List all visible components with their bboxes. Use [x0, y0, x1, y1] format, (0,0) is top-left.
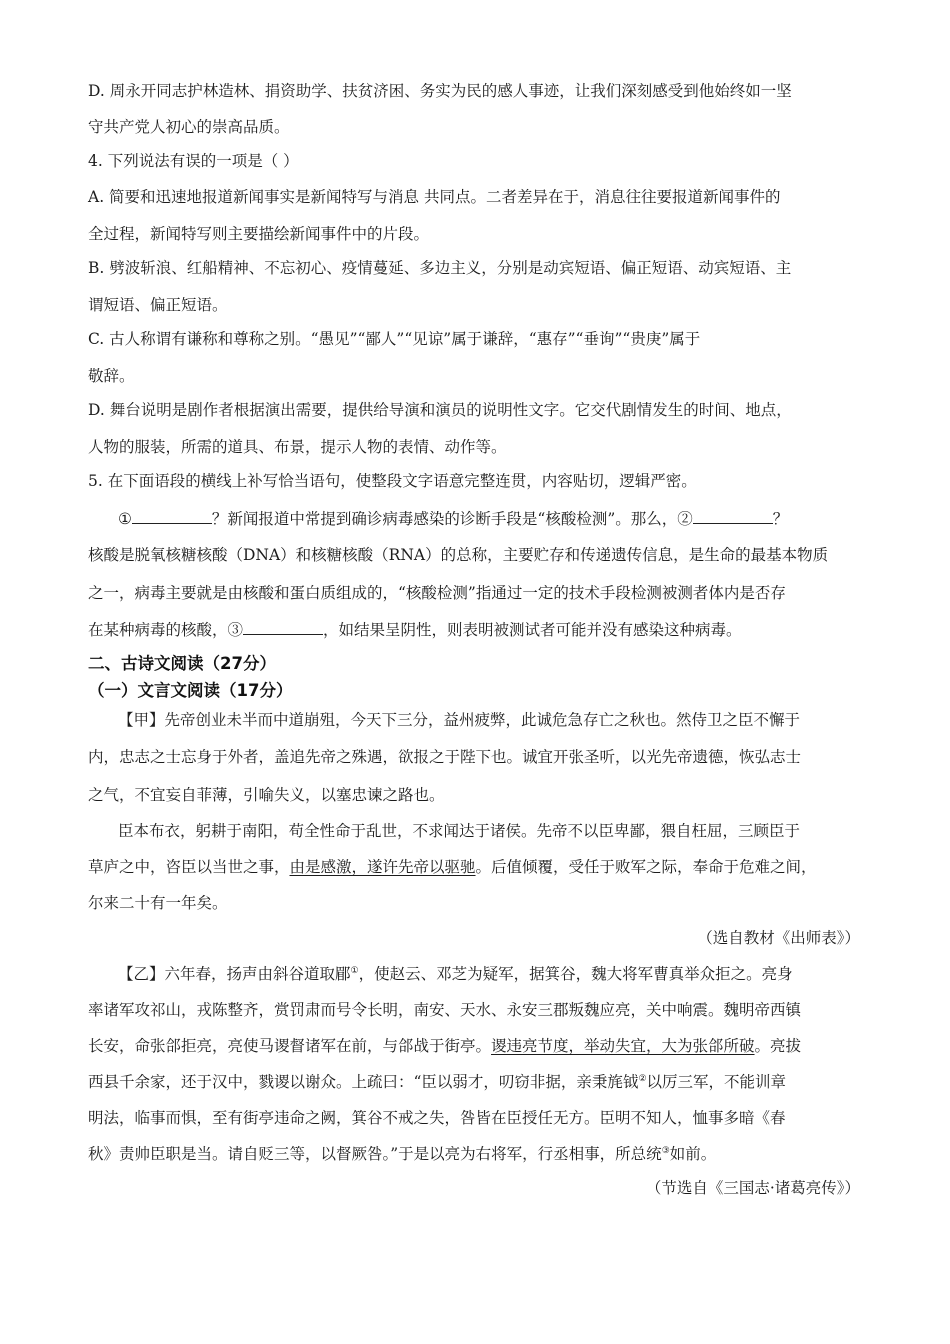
yi-line4-end: 以厉三军，不能训章 [646, 1073, 787, 1091]
q4-option-b-line1: B. 劈波斩浪、红船精神、不忘初心、疫情蔓延、多边主义，分别是动宾短语、偏正短语、动宾短语、主 [88, 259, 792, 277]
q4-option-b-line2: 谓短语、偏正短语。 [88, 296, 228, 314]
q5-passage-line1-end: ？ [772, 510, 789, 528]
yi-line1 [118, 964, 898, 984]
q5-passage-line1-mid: ？新闻报道中常提到确诊病毒感染的诊断手段是“核酸检测”。那么，② [211, 510, 693, 528]
section-2-1-title: （一）文言文阅读（17分） [88, 681, 293, 700]
q4-option-c-line2: 敬辞。 [88, 367, 135, 385]
jia-source: （选自教材《出师表》） [697, 929, 860, 947]
yi-line3-end: 。亮拔 [754, 1037, 802, 1055]
yi-line5: 明法，临事而惧，至有街亭违命之阙，箕谷不戒之失，咎皆在臣授任无方。臣明不知人，恤事多暗《春 [88, 1109, 786, 1127]
q4-option-d-line2: 人物的服装，所需的道具、布景，提示人物的表情、动作等。 [88, 438, 507, 456]
q3-option-d-line1: D. 周永开同志护林造林、捐资助学、扶贫济困、务实为民的感人事迹，让我们深刻感受到他始终如一坚 [88, 82, 792, 100]
yi-line1-start: 【乙】六年春，扬声由斜谷道取郿 [118, 965, 351, 983]
q4-stem: 4. 下列说法有误的一项是（ ） [88, 152, 299, 170]
yi-line6-end: 如前。 [669, 1145, 717, 1163]
q5-passage-line1 [118, 509, 898, 529]
q5-passage-line4-end: ，如结果呈阴性，则表明被测试者可能并没有感染这种病毒。 [323, 621, 742, 639]
footnote-marker-2: ② [638, 1073, 647, 1084]
footnote-marker-1: ① [350, 965, 359, 976]
jia-p1-line3: 之气，不宜妄自菲薄，引喻失义，以塞忠谏之路也。 [88, 786, 445, 804]
yi-line6 [88, 1144, 868, 1164]
yi-line3-start: 长安，命张郃拒亮，亮使马谡督诸军在前，与郃战于街亭。 [88, 1037, 492, 1055]
q5-passage-line3: 之一，病毒主要就是由核酸和蛋白质组成的，“核酸检测”指通过一定的技术手段检测被测者体内是否存 [88, 584, 786, 602]
jia-p1-line1: 【甲】先帝创业未半而中道崩殂，今天下三分，益州疲弊，此诚危急存亡之秋也。然侍卫之臣不懈于 [118, 711, 801, 729]
jia-p1-line2: 内，忠志之士忘身于外者，盖追先帝之殊遇，欲报之于陛下也。诚宜开张圣听，以光先帝遗德，恢弘志士 [88, 748, 802, 766]
yi-line2: 率诸军攻祁山，戎陈整齐，赏罚肃而号令长明，南安、天水、永安三郡叛魏应亮，关中响震。魏明帝西镇 [88, 1001, 802, 1019]
q4-option-d-line1: D. 舞台说明是剧作者根据演出需要，提供给导演和演员的说明性文字。它交代剧情发生的时间、地点， [88, 401, 792, 419]
answer-blank-3[interactable] [243, 620, 323, 635]
answer-blank-2[interactable] [693, 509, 773, 524]
footnote-marker-3: ③ [661, 1145, 670, 1156]
yi-line4-start: 西县千余家，还于汉中，戮谡以谢众。上疏曰：“臣以弱才，叨窃非据，亲秉旄钺 [88, 1073, 639, 1091]
jia-p2-line3: 尔来二十有一年矣。 [88, 894, 228, 912]
jia-p2-line2-end: 。后值倾覆，受任于败军之际，奉命于危难之间， [475, 858, 817, 876]
yi-line3 [88, 1036, 868, 1056]
yi-underlined-sentence: 谡违亮节度，举动失宜，大为张郃所破 [491, 1037, 755, 1055]
q5-passage-line4 [88, 620, 868, 640]
jia-p2-line1: 臣本布衣，躬耕于南阳，苟全性命于乱世，不求闻达于诸侯。先帝不以臣卑鄙，猥自枉屈，三顾臣于 [118, 822, 801, 840]
jia-p2-line2-start: 草庐之中，咨臣以当世之事， [88, 858, 290, 876]
q4-option-a-line2: 全过程，新闻特写则主要描绘新闻事件中的片段。 [88, 225, 430, 243]
q4-option-c-line1: C. 古人称谓有谦称和尊称之别。“愚见”“鄙人”“见谅”属于谦辞，“惠存”“垂询”“贵庚”属于 [88, 330, 701, 348]
yi-line1-end: ，使赵云、邓芝为疑军，据箕谷，魏大将军曹真举众拒之。亮身 [358, 965, 793, 983]
yi-source: （节选自《三国志·诸葛亮传》） [645, 1179, 860, 1197]
q5-passage-line2: 核酸是脱氧核糖核酸（DNA）和核糖核酸（RNA）的总称，主要贮存和传递遗传信息，是生命的最基本物质 [88, 546, 829, 564]
yi-line4 [88, 1072, 868, 1092]
answer-blank-1[interactable] [132, 509, 212, 524]
section-2-title: 二、古诗文阅读（27分） [88, 654, 276, 673]
blank-marker-1: ① [118, 510, 132, 528]
jia-p2-line2 [88, 857, 868, 877]
q5-stem: 5. 在下面语段的横线上补写恰当语句，使整段文字语意完整连贯，内容贴切，逻辑严密。 [88, 472, 697, 490]
q5-passage-line4-start: 在某种病毒的核酸，③ [88, 621, 244, 639]
jia-underlined-sentence: 由是感激，遂许先帝以驱驰 [289, 858, 476, 876]
q4-option-a-line1: A. 简要和迅速地报道新闻事实是新闻特写与消息 共同点。二者差异在于，消息往往要报道新闻事件的 [88, 188, 781, 206]
q3-option-d-line2: 守共产党人初心的崇高品质。 [88, 118, 290, 136]
yi-line6-start: 秋》责帅臣职是当。请自贬三等，以督厥咎。”于是以亮为右将军，行丞相事，所总统 [88, 1145, 662, 1163]
